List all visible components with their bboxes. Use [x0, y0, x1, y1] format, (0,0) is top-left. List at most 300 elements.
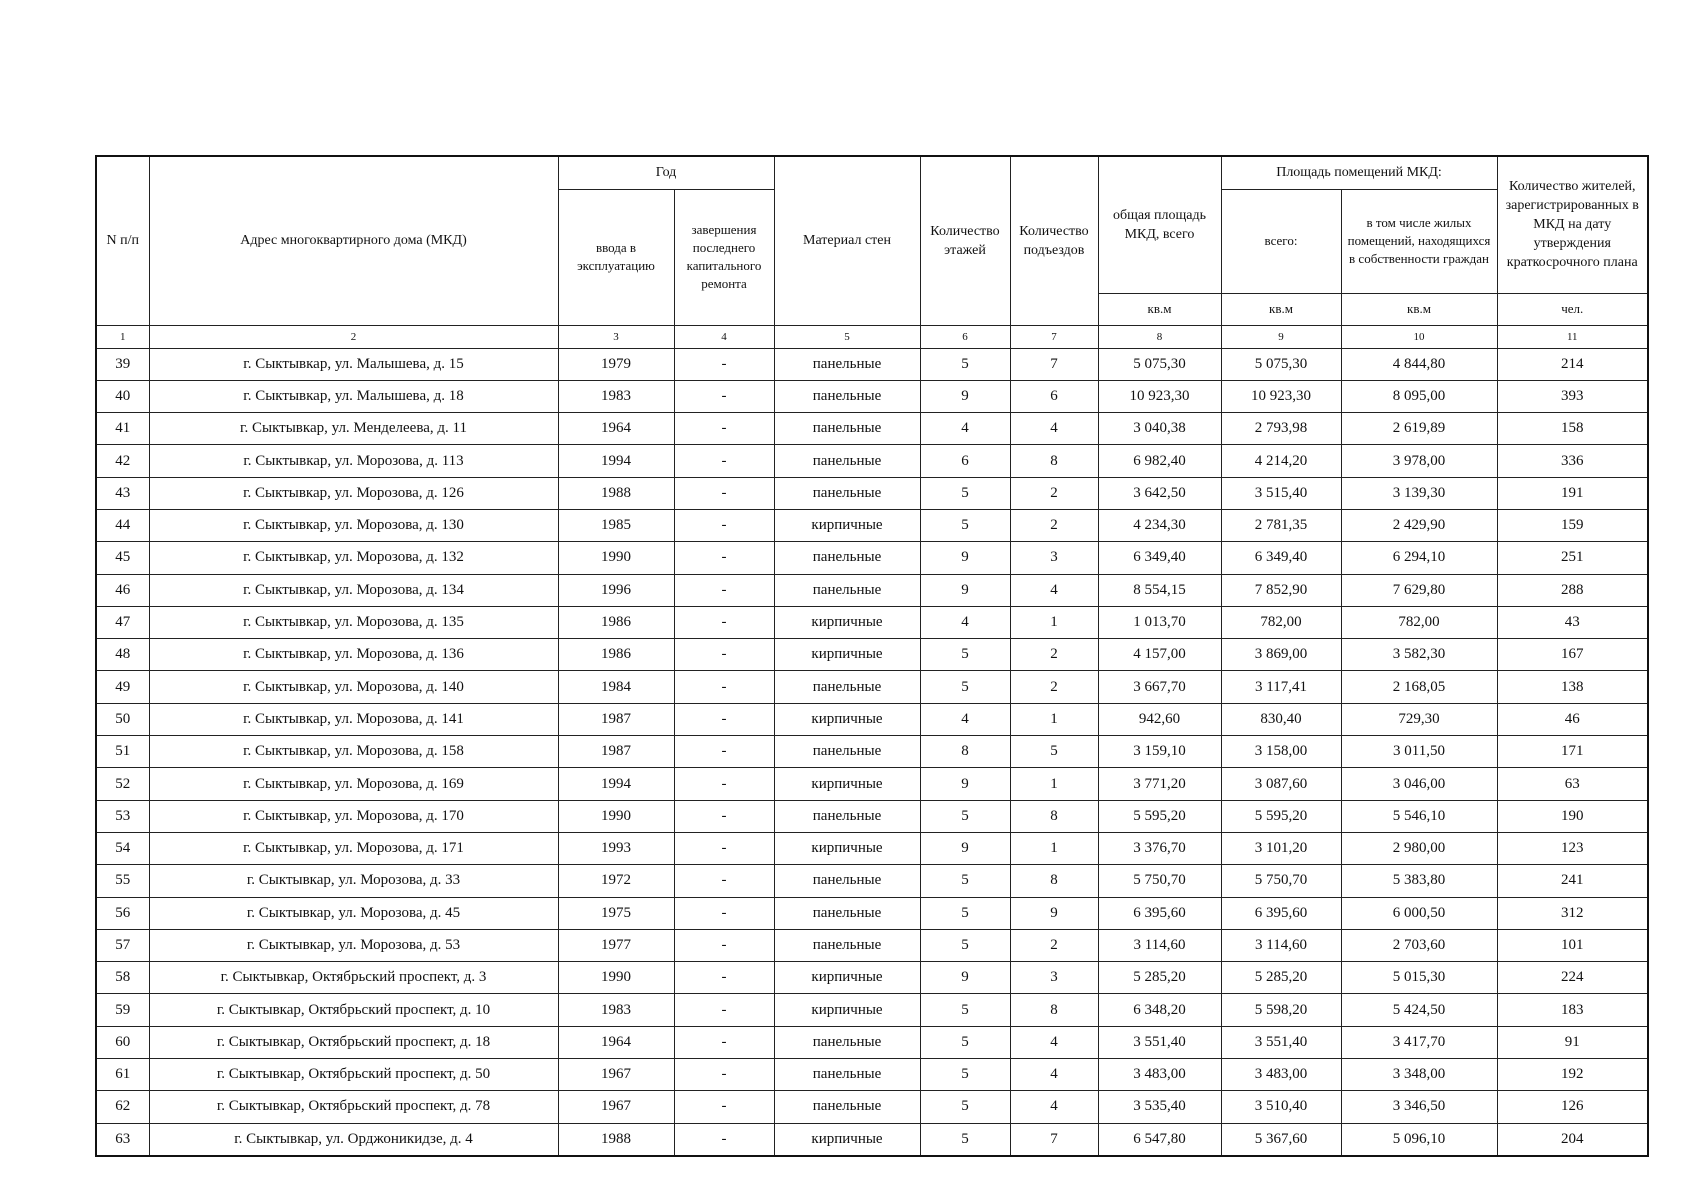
address-cell: г. Сыктывкар, ул. Морозова, д. 53 — [149, 929, 558, 961]
wall-material-cell: панельные — [774, 542, 920, 574]
residents-cell: 241 — [1497, 865, 1648, 897]
wall-material-cell: панельные — [774, 736, 920, 768]
residents-cell: 63 — [1497, 768, 1648, 800]
premises-all-cell: 6 395,60 — [1221, 897, 1341, 929]
row-number: 63 — [96, 1123, 149, 1156]
entrances-cell: 3 — [1010, 962, 1098, 994]
wall-material-cell: кирпичные — [774, 509, 920, 541]
residents-cell: 192 — [1497, 1059, 1648, 1091]
row-number: 48 — [96, 639, 149, 671]
address-cell: г. Сыктывкар, ул. Морозова, д. 113 — [149, 445, 558, 477]
premises-all-cell: 782,00 — [1221, 606, 1341, 638]
premises-all-cell: 3 158,00 — [1221, 736, 1341, 768]
premises-all-cell: 3 510,40 — [1221, 1091, 1341, 1123]
residents-cell: 159 — [1497, 509, 1648, 541]
commission-year-cell: 1993 — [558, 832, 674, 864]
total-area-cell: 10 923,30 — [1098, 380, 1221, 412]
total-area-cell: 3 771,20 — [1098, 768, 1221, 800]
last-repair-cell: - — [674, 606, 774, 638]
row-number: 42 — [96, 445, 149, 477]
column-number: 5 — [774, 325, 920, 348]
premises-private-cell: 6 294,10 — [1341, 542, 1497, 574]
address-cell: г. Сыктывкар, ул. Морозова, д. 140 — [149, 671, 558, 703]
wall-material-cell: кирпичные — [774, 832, 920, 864]
residents-cell: 190 — [1497, 800, 1648, 832]
premises-private-cell: 2 168,05 — [1341, 671, 1497, 703]
header-year-group: Год — [558, 156, 774, 189]
address-cell: г. Сыктывкар, Октябрьский проспект, д. 10 — [149, 994, 558, 1026]
row-number: 39 — [96, 348, 149, 380]
header-entrances: Количество подъездов — [1010, 156, 1098, 325]
premises-private-cell: 729,30 — [1341, 703, 1497, 735]
table-row — [96, 1123, 1648, 1156]
total-area-cell: 6 349,40 — [1098, 542, 1221, 574]
header-wall-material: Материал стен — [774, 156, 920, 325]
last-repair-cell: - — [674, 348, 774, 380]
last-repair-cell: - — [674, 542, 774, 574]
residents-cell: 138 — [1497, 671, 1648, 703]
premises-all-cell: 3 551,40 — [1221, 1026, 1341, 1058]
table-row — [96, 736, 1648, 768]
last-repair-cell: - — [674, 768, 774, 800]
premises-all-cell: 6 349,40 — [1221, 542, 1341, 574]
total-area-cell: 6 348,20 — [1098, 994, 1221, 1026]
last-repair-cell: - — [674, 380, 774, 412]
last-repair-cell: - — [674, 703, 774, 735]
row-number: 45 — [96, 542, 149, 574]
residents-cell: 46 — [1497, 703, 1648, 735]
last-repair-cell: - — [674, 865, 774, 897]
total-area-cell: 3 667,70 — [1098, 671, 1221, 703]
table-row — [96, 929, 1648, 961]
commission-year-cell: 1994 — [558, 445, 674, 477]
address-cell: г. Сыктывкар, ул. Морозова, д. 158 — [149, 736, 558, 768]
table-row — [96, 413, 1648, 445]
last-repair-cell: - — [674, 671, 774, 703]
total-area-cell: 3 159,10 — [1098, 736, 1221, 768]
premises-private-cell: 2 619,89 — [1341, 413, 1497, 445]
premises-private-cell: 3 139,30 — [1341, 477, 1497, 509]
column-number: 10 — [1341, 325, 1497, 348]
residents-cell: 214 — [1497, 348, 1648, 380]
table-row — [96, 542, 1648, 574]
address-cell: г. Сыктывкар, Октябрьский проспект, д. 50 — [149, 1059, 558, 1091]
total-area-cell: 5 075,30 — [1098, 348, 1221, 380]
commission-year-cell: 1990 — [558, 962, 674, 994]
commission-year-cell: 1996 — [558, 574, 674, 606]
residents-cell: 224 — [1497, 962, 1648, 994]
last-repair-cell: - — [674, 929, 774, 961]
premises-private-cell: 4 844,80 — [1341, 348, 1497, 380]
total-area-cell: 3 376,70 — [1098, 832, 1221, 864]
wall-material-cell: панельные — [774, 477, 920, 509]
residents-cell: 204 — [1497, 1123, 1648, 1156]
row-number: 49 — [96, 671, 149, 703]
premises-private-cell: 2 703,60 — [1341, 929, 1497, 961]
floors-cell: 5 — [920, 897, 1010, 929]
address-cell: г. Сыктывкар, Октябрьский проспект, д. 18 — [149, 1026, 558, 1058]
address-cell: г. Сыктывкар, ул. Морозова, д. 130 — [149, 509, 558, 541]
row-number: 58 — [96, 962, 149, 994]
residents-cell: 251 — [1497, 542, 1648, 574]
wall-material-cell: кирпичные — [774, 639, 920, 671]
address-cell: г. Сыктывкар, ул. Морозова, д. 141 — [149, 703, 558, 735]
total-area-cell: 6 982,40 — [1098, 445, 1221, 477]
entrances-cell: 2 — [1010, 671, 1098, 703]
commission-year-cell: 1983 — [558, 994, 674, 1026]
table-row — [96, 962, 1648, 994]
premises-private-cell: 8 095,00 — [1341, 380, 1497, 412]
address-cell: г. Сыктывкар, ул. Менделеева, д. 11 — [149, 413, 558, 445]
floors-cell: 9 — [920, 962, 1010, 994]
commission-year-cell: 1977 — [558, 929, 674, 961]
floors-cell: 4 — [920, 413, 1010, 445]
premises-all-cell: 5 750,70 — [1221, 865, 1341, 897]
entrances-cell: 2 — [1010, 639, 1098, 671]
address-cell: г. Сыктывкар, ул. Морозова, д. 134 — [149, 574, 558, 606]
entrances-cell: 4 — [1010, 1026, 1098, 1058]
commission-year-cell: 1967 — [558, 1059, 674, 1091]
floors-cell: 8 — [920, 736, 1010, 768]
entrances-cell: 8 — [1010, 445, 1098, 477]
address-cell: г. Сыктывкар, Октябрьский проспект, д. 3 — [149, 962, 558, 994]
entrances-cell: 1 — [1010, 703, 1098, 735]
floors-cell: 9 — [920, 380, 1010, 412]
premises-all-cell: 5 367,60 — [1221, 1123, 1341, 1156]
commission-year-cell: 1967 — [558, 1091, 674, 1123]
address-cell: г. Сыктывкар, ул. Морозова, д. 135 — [149, 606, 558, 638]
table-row — [96, 832, 1648, 864]
entrances-cell: 8 — [1010, 865, 1098, 897]
header-floors: Количество этажей — [920, 156, 1010, 325]
floors-cell: 5 — [920, 348, 1010, 380]
residents-cell: 91 — [1497, 1026, 1648, 1058]
table-row — [96, 574, 1648, 606]
address-cell: г. Сыктывкар, ул. Морозова, д. 169 — [149, 768, 558, 800]
last-repair-cell: - — [674, 445, 774, 477]
entrances-cell: 8 — [1010, 800, 1098, 832]
table-row — [96, 800, 1648, 832]
premises-all-cell: 10 923,30 — [1221, 380, 1341, 412]
commission-year-cell: 1990 — [558, 542, 674, 574]
residents-cell: 123 — [1497, 832, 1648, 864]
residents-cell: 393 — [1497, 380, 1648, 412]
floors-cell: 4 — [920, 703, 1010, 735]
premises-private-cell: 5 096,10 — [1341, 1123, 1497, 1156]
floors-cell: 5 — [920, 671, 1010, 703]
header-premises-group: Площадь помещений МКД: — [1221, 156, 1497, 189]
commission-year-cell: 1988 — [558, 1123, 674, 1156]
row-number: 62 — [96, 1091, 149, 1123]
residents-cell: 171 — [1497, 736, 1648, 768]
header-commission-year: ввода в эксплуатацию — [558, 189, 674, 325]
floors-cell: 5 — [920, 929, 1010, 961]
commission-year-cell: 1972 — [558, 865, 674, 897]
entrances-cell: 2 — [1010, 477, 1098, 509]
floors-cell: 5 — [920, 477, 1010, 509]
total-area-cell: 3 551,40 — [1098, 1026, 1221, 1058]
floors-cell: 9 — [920, 768, 1010, 800]
entrances-cell: 5 — [1010, 736, 1098, 768]
commission-year-cell: 1985 — [558, 509, 674, 541]
total-area-cell: 3 114,60 — [1098, 929, 1221, 961]
premises-all-cell: 5 075,30 — [1221, 348, 1341, 380]
table-row — [96, 703, 1648, 735]
residents-cell: 312 — [1497, 897, 1648, 929]
wall-material-cell: панельные — [774, 1059, 920, 1091]
table-row — [96, 509, 1648, 541]
premises-private-cell: 3 348,00 — [1341, 1059, 1497, 1091]
entrances-cell: 4 — [1010, 1091, 1098, 1123]
premises-private-cell: 3 011,50 — [1341, 736, 1497, 768]
total-area-cell: 5 285,20 — [1098, 962, 1221, 994]
unit-premises-all: кв.м — [1221, 293, 1341, 325]
table-row — [96, 380, 1648, 412]
wall-material-cell: панельные — [774, 671, 920, 703]
residents-cell: 183 — [1497, 994, 1648, 1026]
premises-all-cell: 5 595,20 — [1221, 800, 1341, 832]
commission-year-cell: 1986 — [558, 639, 674, 671]
commission-year-cell: 1990 — [558, 800, 674, 832]
premises-private-cell: 2 980,00 — [1341, 832, 1497, 864]
premises-private-cell: 3 978,00 — [1341, 445, 1497, 477]
table-row — [96, 1091, 1648, 1123]
header-residents: Количество жителей, зарегистрированных в МКД на дату утверждения краткосрочного плана — [1497, 156, 1648, 293]
header-total-area: общая площадь МКД, всего — [1098, 156, 1221, 293]
address-cell: г. Сыктывкар, ул. Морозова, д. 45 — [149, 897, 558, 929]
premises-all-cell: 3 114,60 — [1221, 929, 1341, 961]
commission-year-cell: 1987 — [558, 736, 674, 768]
table-row — [96, 865, 1648, 897]
premises-private-cell: 5 383,80 — [1341, 865, 1497, 897]
entrances-cell: 2 — [1010, 929, 1098, 961]
header-premises-all: всего: — [1221, 189, 1341, 293]
floors-cell: 5 — [920, 1123, 1010, 1156]
floors-cell: 5 — [920, 800, 1010, 832]
premises-private-cell: 2 429,90 — [1341, 509, 1497, 541]
entrances-cell: 4 — [1010, 574, 1098, 606]
address-cell: г. Сыктывкар, ул. Морозова, д. 171 — [149, 832, 558, 864]
entrances-cell: 4 — [1010, 413, 1098, 445]
floors-cell: 5 — [920, 1059, 1010, 1091]
row-number: 53 — [96, 800, 149, 832]
row-number: 61 — [96, 1059, 149, 1091]
premises-private-cell: 3 346,50 — [1341, 1091, 1497, 1123]
premises-all-cell: 5 285,20 — [1221, 962, 1341, 994]
header-no: N п/п — [96, 156, 149, 325]
last-repair-cell: - — [674, 1026, 774, 1058]
commission-year-cell: 1964 — [558, 1026, 674, 1058]
row-number: 50 — [96, 703, 149, 735]
column-number: 6 — [920, 325, 1010, 348]
table-row — [96, 671, 1648, 703]
total-area-cell: 6 395,60 — [1098, 897, 1221, 929]
unit-total-area: кв.м — [1098, 293, 1221, 325]
housing-table — [95, 155, 1649, 1157]
row-number: 51 — [96, 736, 149, 768]
premises-all-cell: 3 117,41 — [1221, 671, 1341, 703]
wall-material-cell: панельные — [774, 929, 920, 961]
premises-all-cell: 3 087,60 — [1221, 768, 1341, 800]
floors-cell: 5 — [920, 865, 1010, 897]
residents-cell: 336 — [1497, 445, 1648, 477]
address-cell: г. Сыктывкар, ул. Морозова, д. 170 — [149, 800, 558, 832]
wall-material-cell: панельные — [774, 413, 920, 445]
commission-year-cell: 1984 — [558, 671, 674, 703]
total-area-cell: 6 547,80 — [1098, 1123, 1221, 1156]
row-number: 54 — [96, 832, 149, 864]
commission-year-cell: 1979 — [558, 348, 674, 380]
wall-material-cell: панельные — [774, 865, 920, 897]
entrances-cell: 8 — [1010, 994, 1098, 1026]
column-number: 1 — [96, 325, 149, 348]
unit-residents: чел. — [1497, 293, 1648, 325]
row-number: 46 — [96, 574, 149, 606]
table-row — [96, 897, 1648, 929]
total-area-cell: 5 750,70 — [1098, 865, 1221, 897]
residents-cell: 126 — [1497, 1091, 1648, 1123]
total-area-cell: 4 234,30 — [1098, 509, 1221, 541]
premises-private-cell: 7 629,80 — [1341, 574, 1497, 606]
wall-material-cell: кирпичные — [774, 703, 920, 735]
premises-all-cell: 3 515,40 — [1221, 477, 1341, 509]
header-last-repair-year: завершения последнего капитального ремонта — [674, 189, 774, 325]
row-number: 40 — [96, 380, 149, 412]
entrances-cell: 7 — [1010, 1123, 1098, 1156]
premises-private-cell: 5 424,50 — [1341, 994, 1497, 1026]
premises-private-cell: 3 582,30 — [1341, 639, 1497, 671]
last-repair-cell: - — [674, 897, 774, 929]
premises-all-cell: 3 483,00 — [1221, 1059, 1341, 1091]
last-repair-cell: - — [674, 800, 774, 832]
floors-cell: 5 — [920, 509, 1010, 541]
last-repair-cell: - — [674, 1091, 774, 1123]
table-row — [96, 639, 1648, 671]
floors-cell: 9 — [920, 542, 1010, 574]
last-repair-cell: - — [674, 1059, 774, 1091]
last-repair-cell: - — [674, 962, 774, 994]
premises-all-cell: 5 598,20 — [1221, 994, 1341, 1026]
premises-all-cell: 2 793,98 — [1221, 413, 1341, 445]
table-row — [96, 1026, 1648, 1058]
table-row — [96, 445, 1648, 477]
last-repair-cell: - — [674, 994, 774, 1026]
wall-material-cell: кирпичные — [774, 1123, 920, 1156]
premises-private-cell: 3 046,00 — [1341, 768, 1497, 800]
row-number: 57 — [96, 929, 149, 961]
row-number: 52 — [96, 768, 149, 800]
last-repair-cell: - — [674, 413, 774, 445]
total-area-cell: 3 040,38 — [1098, 413, 1221, 445]
table-row — [96, 768, 1648, 800]
premises-private-cell: 3 417,70 — [1341, 1026, 1497, 1058]
wall-material-cell: кирпичные — [774, 606, 920, 638]
residents-cell: 288 — [1497, 574, 1648, 606]
premises-private-cell: 5 015,30 — [1341, 962, 1497, 994]
column-number-row — [96, 325, 1648, 348]
commission-year-cell: 1983 — [558, 380, 674, 412]
floors-cell: 5 — [920, 994, 1010, 1026]
wall-material-cell: кирпичные — [774, 962, 920, 994]
column-number: 7 — [1010, 325, 1098, 348]
column-number: 2 — [149, 325, 558, 348]
table-row — [96, 994, 1648, 1026]
entrances-cell: 1 — [1010, 768, 1098, 800]
last-repair-cell: - — [674, 477, 774, 509]
row-number: 41 — [96, 413, 149, 445]
wall-material-cell: кирпичные — [774, 768, 920, 800]
last-repair-cell: - — [674, 736, 774, 768]
row-number: 55 — [96, 865, 149, 897]
commission-year-cell: 1988 — [558, 477, 674, 509]
wall-material-cell: панельные — [774, 1091, 920, 1123]
floors-cell: 6 — [920, 445, 1010, 477]
column-number: 4 — [674, 325, 774, 348]
column-number: 9 — [1221, 325, 1341, 348]
entrances-cell: 1 — [1010, 832, 1098, 864]
residents-cell: 158 — [1497, 413, 1648, 445]
table-body — [96, 348, 1648, 1156]
total-area-cell: 942,60 — [1098, 703, 1221, 735]
unit-premises-private: кв.м — [1341, 293, 1497, 325]
address-cell: г. Сыктывкар, ул. Морозова, д. 33 — [149, 865, 558, 897]
address-cell: г. Сыктывкар, ул. Малышева, д. 15 — [149, 348, 558, 380]
premises-all-cell: 3 869,00 — [1221, 639, 1341, 671]
commission-year-cell: 1964 — [558, 413, 674, 445]
entrances-cell: 7 — [1010, 348, 1098, 380]
premises-private-cell: 6 000,50 — [1341, 897, 1497, 929]
row-number: 60 — [96, 1026, 149, 1058]
address-cell: г. Сыктывкар, Октябрьский проспект, д. 78 — [149, 1091, 558, 1123]
wall-material-cell: панельные — [774, 348, 920, 380]
table-header — [96, 156, 1648, 348]
header-address: Адрес многоквартирного дома (МКД) — [149, 156, 558, 325]
premises-private-cell: 5 546,10 — [1341, 800, 1497, 832]
floors-cell: 9 — [920, 832, 1010, 864]
residents-cell: 167 — [1497, 639, 1648, 671]
floors-cell: 4 — [920, 606, 1010, 638]
column-number: 8 — [1098, 325, 1221, 348]
premises-all-cell: 7 852,90 — [1221, 574, 1341, 606]
table-row — [96, 606, 1648, 638]
address-cell: г. Сыктывкар, ул. Орджоникидзе, д. 4 — [149, 1123, 558, 1156]
table-row — [96, 477, 1648, 509]
last-repair-cell: - — [674, 574, 774, 606]
entrances-cell: 3 — [1010, 542, 1098, 574]
row-number: 44 — [96, 509, 149, 541]
premises-all-cell: 4 214,20 — [1221, 445, 1341, 477]
address-cell: г. Сыктывкар, ул. Морозова, д. 132 — [149, 542, 558, 574]
commission-year-cell: 1975 — [558, 897, 674, 929]
table-row — [96, 1059, 1648, 1091]
residents-cell: 191 — [1497, 477, 1648, 509]
premises-all-cell: 2 781,35 — [1221, 509, 1341, 541]
table-row — [96, 348, 1648, 380]
commission-year-cell: 1986 — [558, 606, 674, 638]
premises-all-cell: 3 101,20 — [1221, 832, 1341, 864]
row-number: 43 — [96, 477, 149, 509]
last-repair-cell: - — [674, 1123, 774, 1156]
commission-year-cell: 1987 — [558, 703, 674, 735]
total-area-cell: 5 595,20 — [1098, 800, 1221, 832]
entrances-cell: 1 — [1010, 606, 1098, 638]
wall-material-cell: панельные — [774, 1026, 920, 1058]
last-repair-cell: - — [674, 509, 774, 541]
wall-material-cell: панельные — [774, 380, 920, 412]
row-number: 59 — [96, 994, 149, 1026]
residents-cell: 101 — [1497, 929, 1648, 961]
total-area-cell: 3 642,50 — [1098, 477, 1221, 509]
